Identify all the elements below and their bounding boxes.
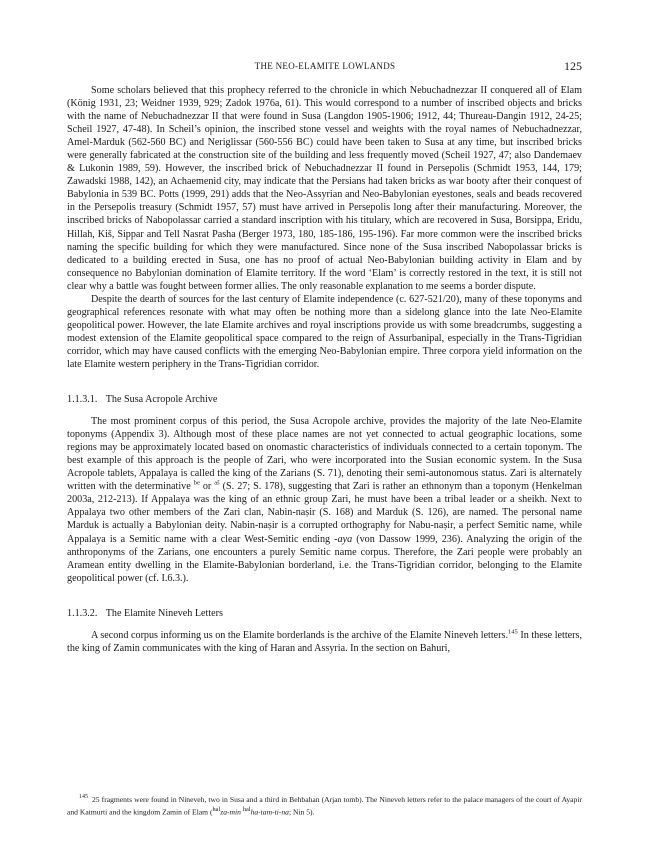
footnote-area [67, 795, 582, 818]
page-header [68, 59, 582, 75]
section-number: 1.1.3.1. [67, 394, 98, 406]
determinative: be [193, 479, 200, 487]
paragraph-text: A second corpus informing us on the Elamite borderlands is the archive of the Elamite Nineveh letters. [91, 629, 509, 641]
determinative: hal [212, 806, 221, 813]
section-title: The Elamite Nineveh Letters [105, 607, 223, 619]
running-title: THE NEO-ELAMITE LOWLANDS [254, 61, 396, 71]
main-text [67, 84, 582, 655]
paragraph-text: (S. 27; S. 178), suggesting that Zari is rather an ethnonym than a toponym (Henkelman 2003a, 212-213). If Appalaya was the king of an ethnic group Zari, he must have been a tribal leader or a sheikh. Next to Appalaya two other members of the Zari clan, Nabin-naṣir (S. 168) and Marduk (S. 126), are named. The personal name Marduk is actually a Babylonian deity. Nabin-naṣir is a corrupted orthography for Nabu-naṣir, a perfect Semitic name, while Appalaya is a Semitic name with a clear West-Semitic ending [67, 481, 583, 545]
paragraph: Despite the dearth of sources for the last century of Elamite independence (c. 627-521/20), many of these toponyms and geographical references resonate with what may often be nothing more than a sidelong glance into the late Neo-Elamite geopolitical power. However, the late Elamite archives and royal inscriptions provide us with some breadcrumbs, suggesting a modest extension of the Elamite geopolitical space compared to the reign of Assurbanipal, especially in the Trans-Tigridian corridor, which may have caused conflicts with the emerging Neo-Babylonian empire. Three corpora yield information on the late Elamite western periphery in the Trans-Tigridian corridor. [67, 293, 582, 370]
footnote-number: 145 [79, 794, 88, 801]
paragraph: Some scholars believed that this prophecy referred to the chronicle in which Nebuchadnezzar II conquered all of Elam (König 1931, 23; Weidner 1939, 929; Zadok 1976a, 61). This would correspond to a number of inscribed objects and bricks with the name of Nebuchadnezzar II that were found in Susa (Langdon 1905-1906; 1912, 44; Thureau-Dangin 1912, 24-25; Scheil 1927, 47-48). In Scheil’s opinion, the inscribed stone vessel and weights with the royal names of Nebuchadnezzar, Amel-Marduk (562-560 BC) and Neriglissar (560-556 BC) could have been taken to Susa at any time, but inscribed bricks were generally fabricated at the construction site of the building and less frequently moved (Scheil 1927, 47; also Dandemaev & Lukonin 1989, 59). However, the inscribed brick of Nebuchadnezzar II found in Persepolis (Schmidt 1953, 144, 179; Zawadski 1988, 142), an Achaemenid city, may indicate that the Persians had taken bricks as war booty after their conquest of Babylonia in 539 BC. Potts (1999, 291) adds that the Neo-Assyrian and Neo-Babylonian eyestones, seals and beads recovered in the Persepolis treasury (Schmidt 1957, 57) must have arrived in Persepolis long after their manufacturing. Moreover, the inscribed bricks of Nabopolassar carried a standard inscription with his titulary, which are recovered in Susa, Borsippa, Eridu, Hillah, Kiš, Sippar and Tell Nasrat Pasha (Berger 1973, 180, 185-186, 195-196). Far more common were the inscribed bricks naming the specific building for which they were manufactured. Since none of the Susa inscribed Nabopolassar bricks is dedicated to a building erected in Susa, one has no proof of actual Neo-Babylonian building activity in Elam and by consequence no Babylonian domination of Elamite territory. If the word ‘Elam’ is correctly restored in the text, it is still not clear why a battle was fought between former allies. The only reasonable explanation to me seems a border dispute. [67, 85, 582, 292]
page-number: 125 [564, 59, 582, 73]
paragraph-text: In these letters, the king of Zamin communicates with the king of Haran and Assyria. In the section on Bahuri, [67, 629, 582, 654]
footnote-text: ; Nin 5). [288, 807, 315, 817]
section-title: The Susa Acropole Archive [105, 394, 218, 406]
italic-term: za-min [220, 807, 243, 817]
section-heading [67, 393, 582, 406]
paragraph-text: or [199, 481, 215, 493]
paragraph [67, 629, 582, 655]
footnote-text: 25 fragments were found in Nineveh, two in Susa and a third in Behbahan (Arjan tomb). The Nineveh letters refer to the palace managers of the court of Ayapir and Katmurti and the kingdom Zamin of Elam ( [67, 795, 582, 817]
footnote-reference: 145 [508, 628, 518, 636]
paragraph-text: (von Dassow 1999, 236). Analyzing the origin of the anthroponyms of the Zarians, one encounters a purely Semitic name corpus. Therefore, the Zari people were probably an Aramean entity dwelling in the Elamite-Babylonian borderland, i.e. the Trans-Tigridian corridor, belonging to the Elamite geopolitical power (cf. I.6.3.). [67, 533, 583, 584]
paragraph [67, 415, 582, 585]
italic-term: ha-tam-ti-na [250, 807, 289, 817]
determinative: hal [242, 806, 251, 813]
italic-term: -aya [334, 533, 353, 545]
footnote [67, 795, 582, 818]
determinative: aš [214, 479, 220, 487]
section-heading [67, 607, 582, 620]
paragraph-text: The most prominent corpus of this period, the Susa Acropole archive, provides the majority of the late Neo-Elamite toponyms (Appendix 3). Although most of these place names are not yet connected to actual geographic locations, some regions may be approximately located based on onomastic characteristics of individuals connected to a certain toponym. The best example of this approach is the people of Zari, who were incorporated into the Susian economic system. In the Susa Acropole tablets, Appalaya is called the king of the Zarians (S. 71), denoting their semi-autonomous status. Zari is alternately written with the determinative [67, 416, 582, 493]
section-number: 1.1.3.2. [67, 607, 98, 619]
